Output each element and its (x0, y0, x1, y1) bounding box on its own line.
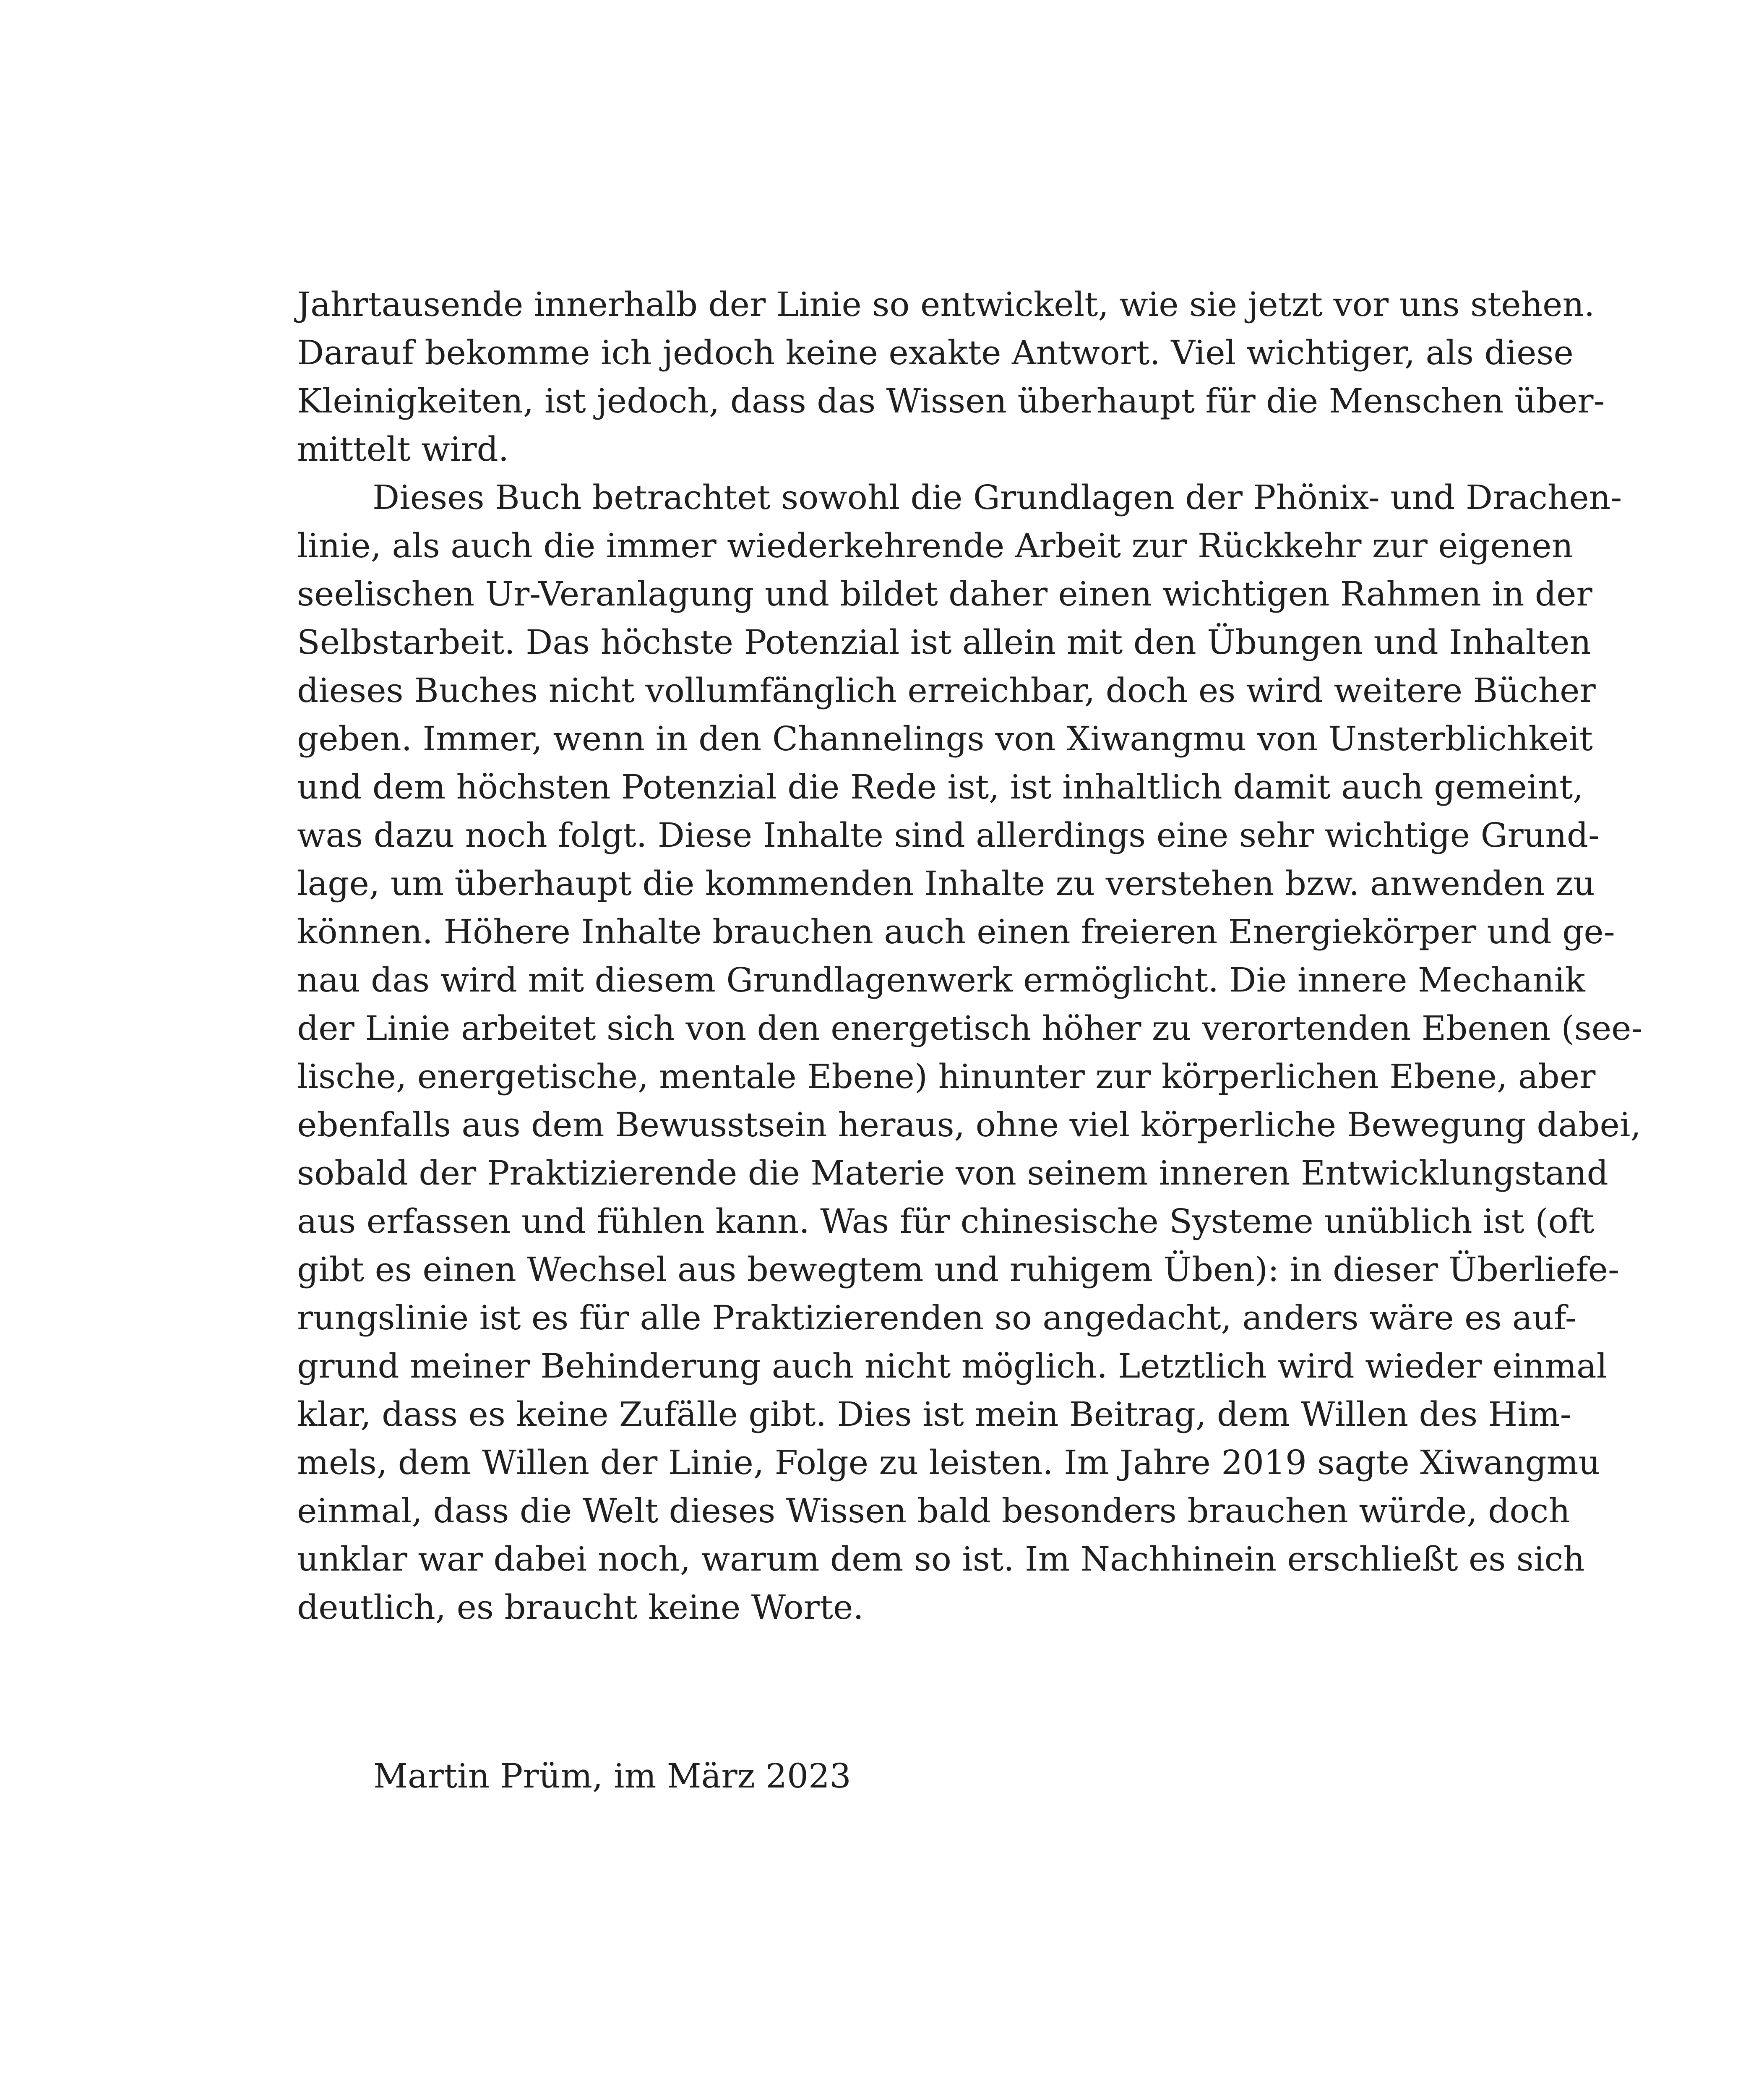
text-line: Jahrtausende innerhalb der Linie so entwickelt, wie sie jetzt vor uns stehen. (297, 285, 1595, 324)
paragraph-1 (297, 280, 1605, 473)
text-line: der Linie arbeitet sich von den energetisch höher zu verortenden Ebenen (see- (297, 1009, 1643, 1048)
text-line: nau das wird mit diesem Grundlagenwerk ermöglicht. Die innere Mechanik (297, 960, 1585, 999)
text-line: Selbstarbeit. Das höchste Potenzial ist allein mit den Übungen und Inhalten (297, 623, 1592, 662)
text-line: lische, energetische, mentale Ebene) hinunter zur körperlichen Ebene, aber (297, 1057, 1596, 1096)
text-line: grund meiner Behinderung auch nicht möglich. Letztlich wird wieder einmal (297, 1346, 1608, 1386)
text-line: deutlich, es braucht keine Worte. (297, 1588, 864, 1627)
text-line: seelischen Ur-Veranlagung und bildet daher einen wichtigen Rahmen in der (297, 574, 1592, 613)
text-line: aus erfassen und fühlen kann. Was für chinesische Systeme unüblich ist (oft (297, 1202, 1595, 1241)
author-signature: Martin Prüm, im März 2023 (373, 1756, 851, 1795)
text-line: dieses Buches nicht vollumfänglich erreichbar, doch es wird weitere Bücher (297, 671, 1596, 710)
text-line: mittelt wird. (297, 430, 509, 469)
paragraph-2 (297, 473, 1643, 1631)
text-line: rungslinie ist es für alle Praktizierenden so angedacht, anders wäre es auf- (297, 1298, 1576, 1337)
text-line: können. Höhere Inhalte brauchen auch einen freieren Energiekörper und ge- (297, 912, 1615, 951)
text-line: lage, um überhaupt die kommenden Inhalte zu verstehen bzw. anwenden zu (297, 864, 1595, 903)
text-line: was dazu noch folgt. Diese Inhalte sind allerdings eine sehr wichtige Grund- (297, 816, 1600, 855)
text-line: ebenfalls aus dem Bewusstsein heraus, ohne viel körperliche Bewegung dabei, (297, 1105, 1641, 1144)
body-text (297, 280, 1643, 1631)
text-line: linie, als auch die immer wiederkehrende Arbeit zur Rückkehr zur eigenen (297, 526, 1574, 565)
text-line: und dem höchsten Potenzial die Rede ist, ist inhaltlich damit auch gemeint, (297, 767, 1584, 806)
text-line: geben. Immer, wenn in den Channelings von Xiwangmu von Unsterblichkeit (297, 719, 1593, 758)
text-line: Darauf bekomme ich jedoch keine exakte Antwort. Viel wichtiger, als diese (297, 333, 1574, 372)
text-line: unklar war dabei noch, warum dem so ist. Im Nachhinein erschließt es sich (297, 1540, 1585, 1579)
text-line: Kleinigkeiten, ist jedoch, dass das Wissen überhaupt für die Menschen über- (297, 381, 1605, 420)
text-line: klar, dass es keine Zufälle gibt. Dies ist mein Beitrag, dem Willen des Him- (297, 1395, 1571, 1434)
text-line: gibt es einen Wechsel aus bewegtem und ruhigem Üben): in dieser Überliefe- (297, 1250, 1619, 1289)
text-line: sobald der Praktizierende die Materie von seinem inneren Entwicklungstand (297, 1153, 1608, 1193)
text-line: mels, dem Willen der Linie, Folge zu leisten. Im Jahre 2019 sagte Xiwangmu (297, 1443, 1600, 1482)
text-line: einmal, dass die Welt dieses Wissen bald besonders brauchen würde, doch (297, 1491, 1570, 1530)
text-line: Dieses Buch betrachtet sowohl die Grundlagen der Phönix- und Drachen- (373, 478, 1622, 517)
